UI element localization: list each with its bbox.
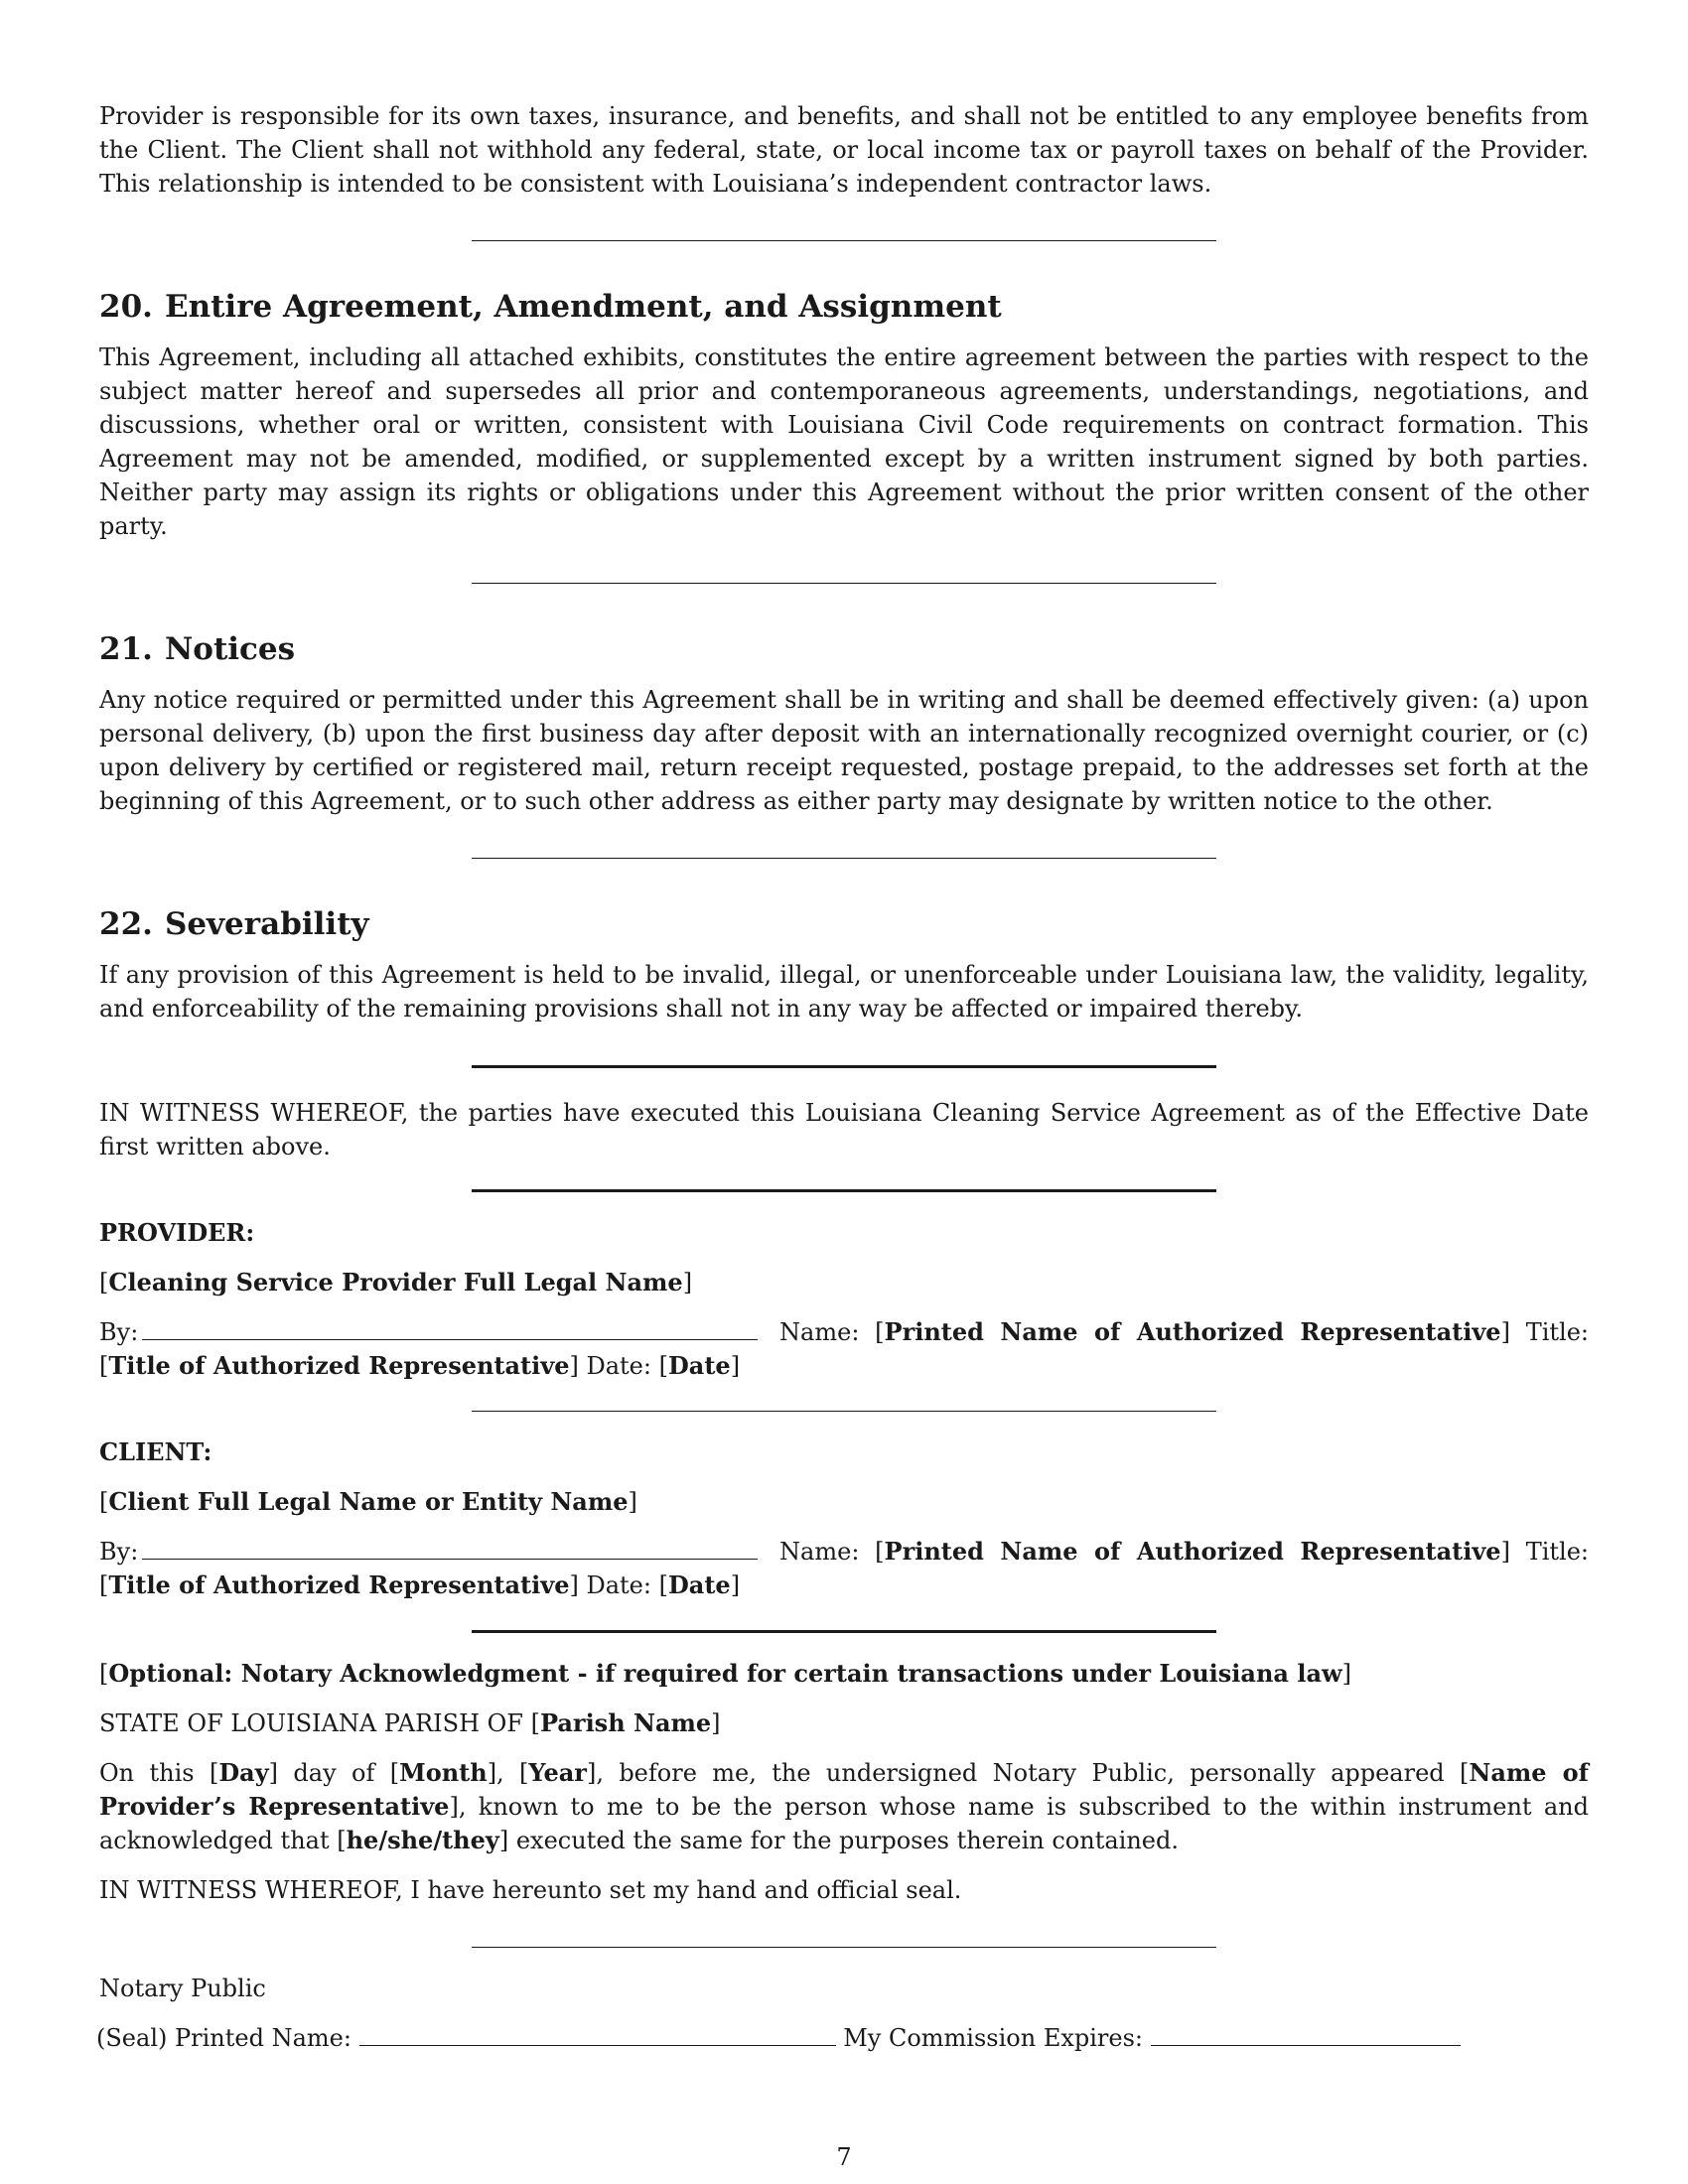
document-page	[96, 99, 1589, 2055]
provider-legal-name: [Cleaning Service Provider Full Legal Name]	[99, 1268, 693, 1297]
notary-printed-name-line[interactable]	[359, 2023, 836, 2046]
witness-clause: IN WITNESS WHEREOF, the parties have executed this Louisiana Cleaning Service Agreement as of the Effective Date first written above.	[99, 1099, 1589, 1160]
section-22-heading: 22. Severability	[99, 906, 369, 942]
client-legal-name: [Client Full Legal Name or Entity Name]	[99, 1487, 637, 1516]
provider-signature-line[interactable]	[142, 1317, 758, 1340]
notary-state-parish: STATE OF LOUISIANA PARISH OF [Parish Name]	[99, 1708, 721, 1737]
section-20-heading: 20. Entire Agreement, Amendment, and Assignment	[99, 289, 1002, 325]
provider-signature-block: By: Name: [Printed Name of Authorized Representative] Title: [Title of Authorized Representative] Date: [Date]	[99, 1317, 1589, 1380]
section-21-heading: 21. Notices	[99, 631, 296, 667]
client-heading: CLIENT:	[99, 1437, 212, 1466]
notary-public-label: Notary Public	[99, 1975, 266, 2002]
client-signature-line[interactable]	[142, 1537, 758, 1560]
provider-heading: PROVIDER:	[99, 1218, 255, 1247]
section-21-body: Any notice required or permitted under this Agreement shall be in writing and shall be deemed effectively given: (a) upon personal delivery, (b) upon the first business day after deposit with an internationally recognized overnight courier, or (c) upon delivery by certified or registered mail, return receipt requested, postage prepaid, to the addresses set forth at the beginning of this Agreement, or to such other address as either party may designate by written notice to the other.	[99, 686, 1589, 815]
notary-witness-clause: IN WITNESS WHEREOF, I have hereunto set my hand and official seal.	[99, 1876, 962, 1904]
notary-commission-expires-line[interactable]	[1151, 2023, 1461, 2046]
intro-paragraph: Provider is responsible for its own taxes, insurance, and benefits, and shall not be entitled to any employee benefits from the Client. The Client shall not withhold any federal, state, or local income tax or payroll taxes on behalf of the Provider. This relationship is intended to be consistent with Louisiana’s independent contractor laws.	[99, 102, 1589, 198]
page-number: 7	[836, 2143, 852, 2171]
notary-printed-name-row: (Seal) Printed Name: My Commission Expires:	[96, 2021, 1589, 2055]
section-22-body: If any provision of this Agreement is held to be invalid, illegal, or unenforceable under Louisiana law, the validity, legality, and enforceability of the remaining provisions shall not in any way be affected or impaired thereby.	[99, 961, 1589, 1023]
section-20-body: This Agreement, including all attached exhibits, constitutes the entire agreement between the parties with respect to the subject matter hereof and supersedes all prior and contemporaneous agreements, understandings, negotiations, and discussions, whether oral or written, consistent with Louisiana Civil Code requirements on contract formation. This Agreement may not be amended, modified, or supplemented except by a written instrument signed by both parties. Neither party may assign its rights or obligations under this Agreement without the prior written consent of the other party.	[99, 343, 1589, 540]
notary-acknowledgment: On this [Day] day of [Month], [Year], before me, the undersigned Notary Public, personally appeared [Name of Provider’s Representative], known to me to be the person whose name is subscribed to the within instrument and acknowledged that [he/she/they] executed the same for the purposes therein contained.	[99, 1758, 1589, 1854]
client-signature-block: By: Name: [Printed Name of Authorized Representative] Title: [Title of Authorized Representative] Date: [Date]	[99, 1537, 1589, 1599]
notary-optional-heading: [Optional: Notary Acknowledgment - if required for certain transactions under Louisiana law]	[99, 1659, 1352, 1688]
